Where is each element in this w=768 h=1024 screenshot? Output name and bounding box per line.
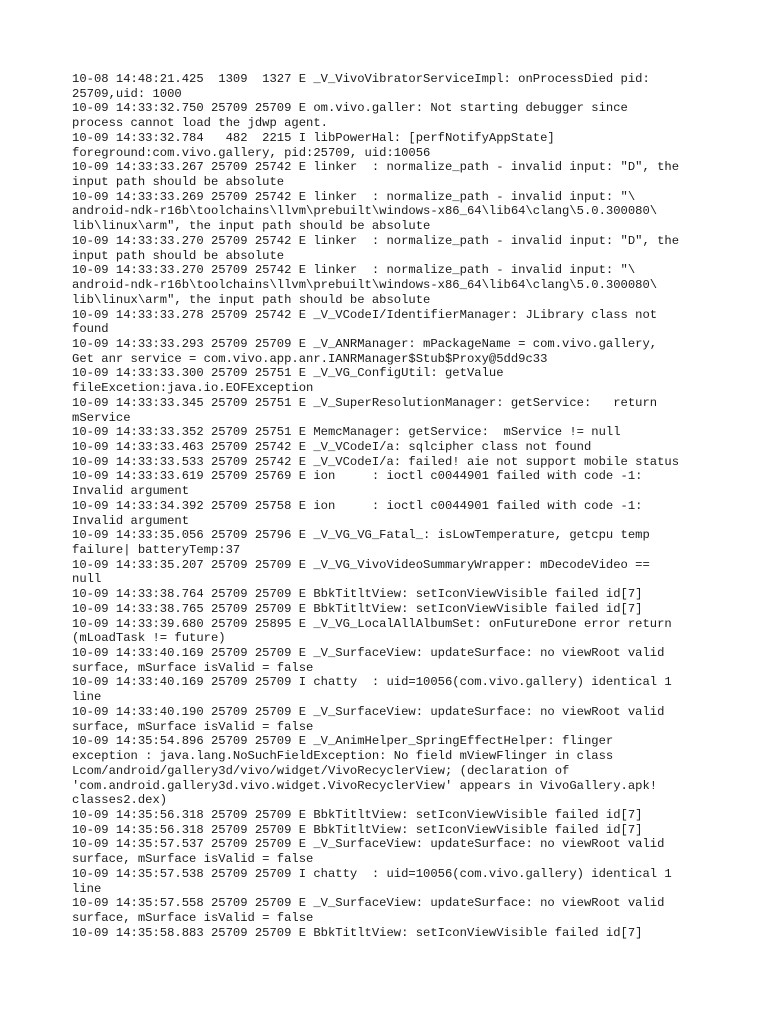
log-line: 10-09 14:33:40.169 25709 25709 E _V_SurfaceView: updateSurface: no viewRoot valid bbox=[72, 646, 665, 661]
log-line: fileExcetion:java.io.EOFException bbox=[72, 381, 314, 396]
log-line: 10-09 14:33:35.207 25709 25709 E _V_VG_VivoVideoSummaryWrapper: mDecodeVideo == bbox=[72, 557, 650, 572]
log-line: 'com.android.gallery3d.vivo.widget.VivoRecyclerView' appears in VivoGallery.apk! bbox=[72, 778, 658, 793]
log-text-body bbox=[72, 72, 712, 940]
log-line: 10-09 14:33:33.463 25709 25742 E _V_VCodeI/a: sqlcipher class not found bbox=[72, 439, 592, 454]
log-line: 25709,uid: 1000 bbox=[72, 86, 182, 101]
log-line: 10-09 14:33:40.190 25709 25709 E _V_SurfaceView: updateSurface: no viewRoot valid bbox=[72, 704, 665, 719]
log-line: process cannot load the jdwp agent. bbox=[72, 116, 328, 131]
log-line: 10-09 14:33:39.680 25709 25895 E _V_VG_LocalAllAlbumSet: onFutureDone error return bbox=[72, 616, 672, 631]
log-line: 10-09 14:33:32.750 25709 25709 E om.vivo.galler: Not starting debugger since bbox=[72, 101, 628, 116]
log-line: lib\linux\arm", the input path should be absolute bbox=[72, 292, 431, 307]
log-line: lib\linux\arm", the input path should be absolute bbox=[72, 219, 431, 234]
log-line: input path should be absolute bbox=[72, 175, 285, 190]
log-line: 10-09 14:33:33.619 25709 25769 E ion : ioctl c0044901 failed with code -1: bbox=[72, 469, 643, 484]
log-line: 10-08 14:48:21.425 1309 1327 E _V_VivoVibratorServiceImpl: onProcessDied pid: bbox=[72, 72, 650, 86]
log-line: 10-09 14:33:33.352 25709 25751 E MemcManager: getService: mService != null bbox=[72, 425, 621, 440]
log-line: 10-09 14:33:35.056 25709 25796 E _V_VG_VG_Fatal_: isLowTemperature, getcpu temp bbox=[72, 528, 650, 543]
log-line: 10-09 14:33:33.270 25709 25742 E linker : normalize_path - invalid input: "D", the bbox=[72, 233, 680, 248]
log-line: mService bbox=[72, 410, 131, 425]
log-line: 10-09 14:35:57.558 25709 25709 E _V_SurfaceView: updateSurface: no viewRoot valid bbox=[72, 896, 665, 911]
log-line: found bbox=[72, 322, 109, 337]
log-line: line bbox=[72, 690, 102, 705]
log-line: 10-09 14:35:57.537 25709 25709 E _V_SurfaceView: updateSurface: no viewRoot valid bbox=[72, 837, 665, 852]
log-line: 10-09 14:33:33.278 25709 25742 E _V_VCodeI/IdentifierManager: JLibrary class not bbox=[72, 307, 658, 322]
log-line: 10-09 14:33:33.345 25709 25751 E _V_SuperResolutionManager: getService: return bbox=[72, 395, 658, 410]
log-line: foreground:com.vivo.gallery, pid:25709, uid:10056 bbox=[72, 145, 431, 160]
log-line: Invalid argument bbox=[72, 484, 190, 499]
log-line: null bbox=[72, 572, 102, 587]
log-line: 10-09 14:33:32.784 482 2215 I libPowerHal: [perfNotifyAppState] bbox=[72, 130, 555, 145]
log-line: exception : java.lang.NoSuchFieldException: No field mViewFlinger in class bbox=[72, 749, 614, 764]
log-line: input path should be absolute bbox=[72, 248, 285, 263]
log-line: surface, mSurface isValid = false bbox=[72, 852, 314, 867]
log-line: 10-09 14:35:56.318 25709 25709 E BbkTitltView: setIconViewVisible failed id[7] bbox=[72, 807, 643, 822]
log-line: failure| batteryTemp:37 bbox=[72, 543, 241, 557]
log-line: 10-09 14:33:38.764 25709 25709 E BbkTitltView: setIconViewVisible failed id[7] bbox=[72, 587, 643, 602]
log-line: 10-09 14:33:33.269 25709 25742 E linker : normalize_path - invalid input: "\ bbox=[72, 189, 636, 204]
log-line: 10-09 14:35:56.318 25709 25709 E BbkTitltView: setIconViewVisible failed id[7] bbox=[72, 822, 643, 837]
log-line: 10-09 14:35:58.883 25709 25709 E BbkTitltView: setIconViewVisible failed id[7] bbox=[72, 925, 643, 940]
log-line: 10-09 14:35:54.896 25709 25709 E _V_AnimHelper_SpringEffectHelper: flinger bbox=[72, 734, 614, 749]
log-line: Invalid argument bbox=[72, 513, 190, 528]
log-line: 10-09 14:33:33.267 25709 25742 E linker : normalize_path - invalid input: "D", the bbox=[72, 160, 680, 175]
log-line: surface, mSurface isValid = false bbox=[72, 719, 314, 734]
log-line: 10-09 14:33:33.270 25709 25742 E linker : normalize_path - invalid input: "\ bbox=[72, 263, 636, 278]
log-line: android-ndk-r16b\toolchains\llvm\prebuilt\windows-x86_64\lib64\clang\5.0.300080\ bbox=[72, 204, 658, 219]
log-line: (mLoadTask != future) bbox=[72, 631, 226, 646]
log-line: Get anr service = com.vivo.app.anr.IANRManager$Stub$Proxy@5dd9c33 bbox=[72, 351, 548, 366]
log-line: 10-09 14:33:40.169 25709 25709 I chatty : uid=10056(com.vivo.gallery) identical 1 bbox=[72, 675, 672, 690]
log-line: 10-09 14:33:33.300 25709 25751 E _V_VG_ConfigUtil: getValue bbox=[72, 366, 504, 381]
log-line: surface, mSurface isValid = false bbox=[72, 910, 314, 925]
log-line: line bbox=[72, 881, 102, 896]
log-line: Lcom/android/gallery3d/vivo/widget/VivoRecyclerView; (declaration of bbox=[72, 763, 570, 778]
log-line: 10-09 14:33:34.392 25709 25758 E ion : ioctl c0044901 failed with code -1: bbox=[72, 498, 643, 513]
log-line: 10-09 14:33:38.765 25709 25709 E BbkTitltView: setIconViewVisible failed id[7] bbox=[72, 601, 643, 616]
log-line: surface, mSurface isValid = false bbox=[72, 660, 314, 675]
log-line: classes2.dex) bbox=[72, 793, 168, 808]
log-line: 10-09 14:35:57.538 25709 25709 I chatty : uid=10056(com.vivo.gallery) identical 1 bbox=[72, 866, 672, 881]
log-line: 10-09 14:33:33.293 25709 25709 E _V_ANRManager: mPackageName = com.vivo.gallery, bbox=[72, 336, 658, 351]
log-line: android-ndk-r16b\toolchains\llvm\prebuilt\windows-x86_64\lib64\clang\5.0.300080\ bbox=[72, 278, 658, 293]
log-line: 10-09 14:33:33.533 25709 25742 E _V_VCodeI/a: failed! aie not support mobile status bbox=[72, 454, 680, 469]
